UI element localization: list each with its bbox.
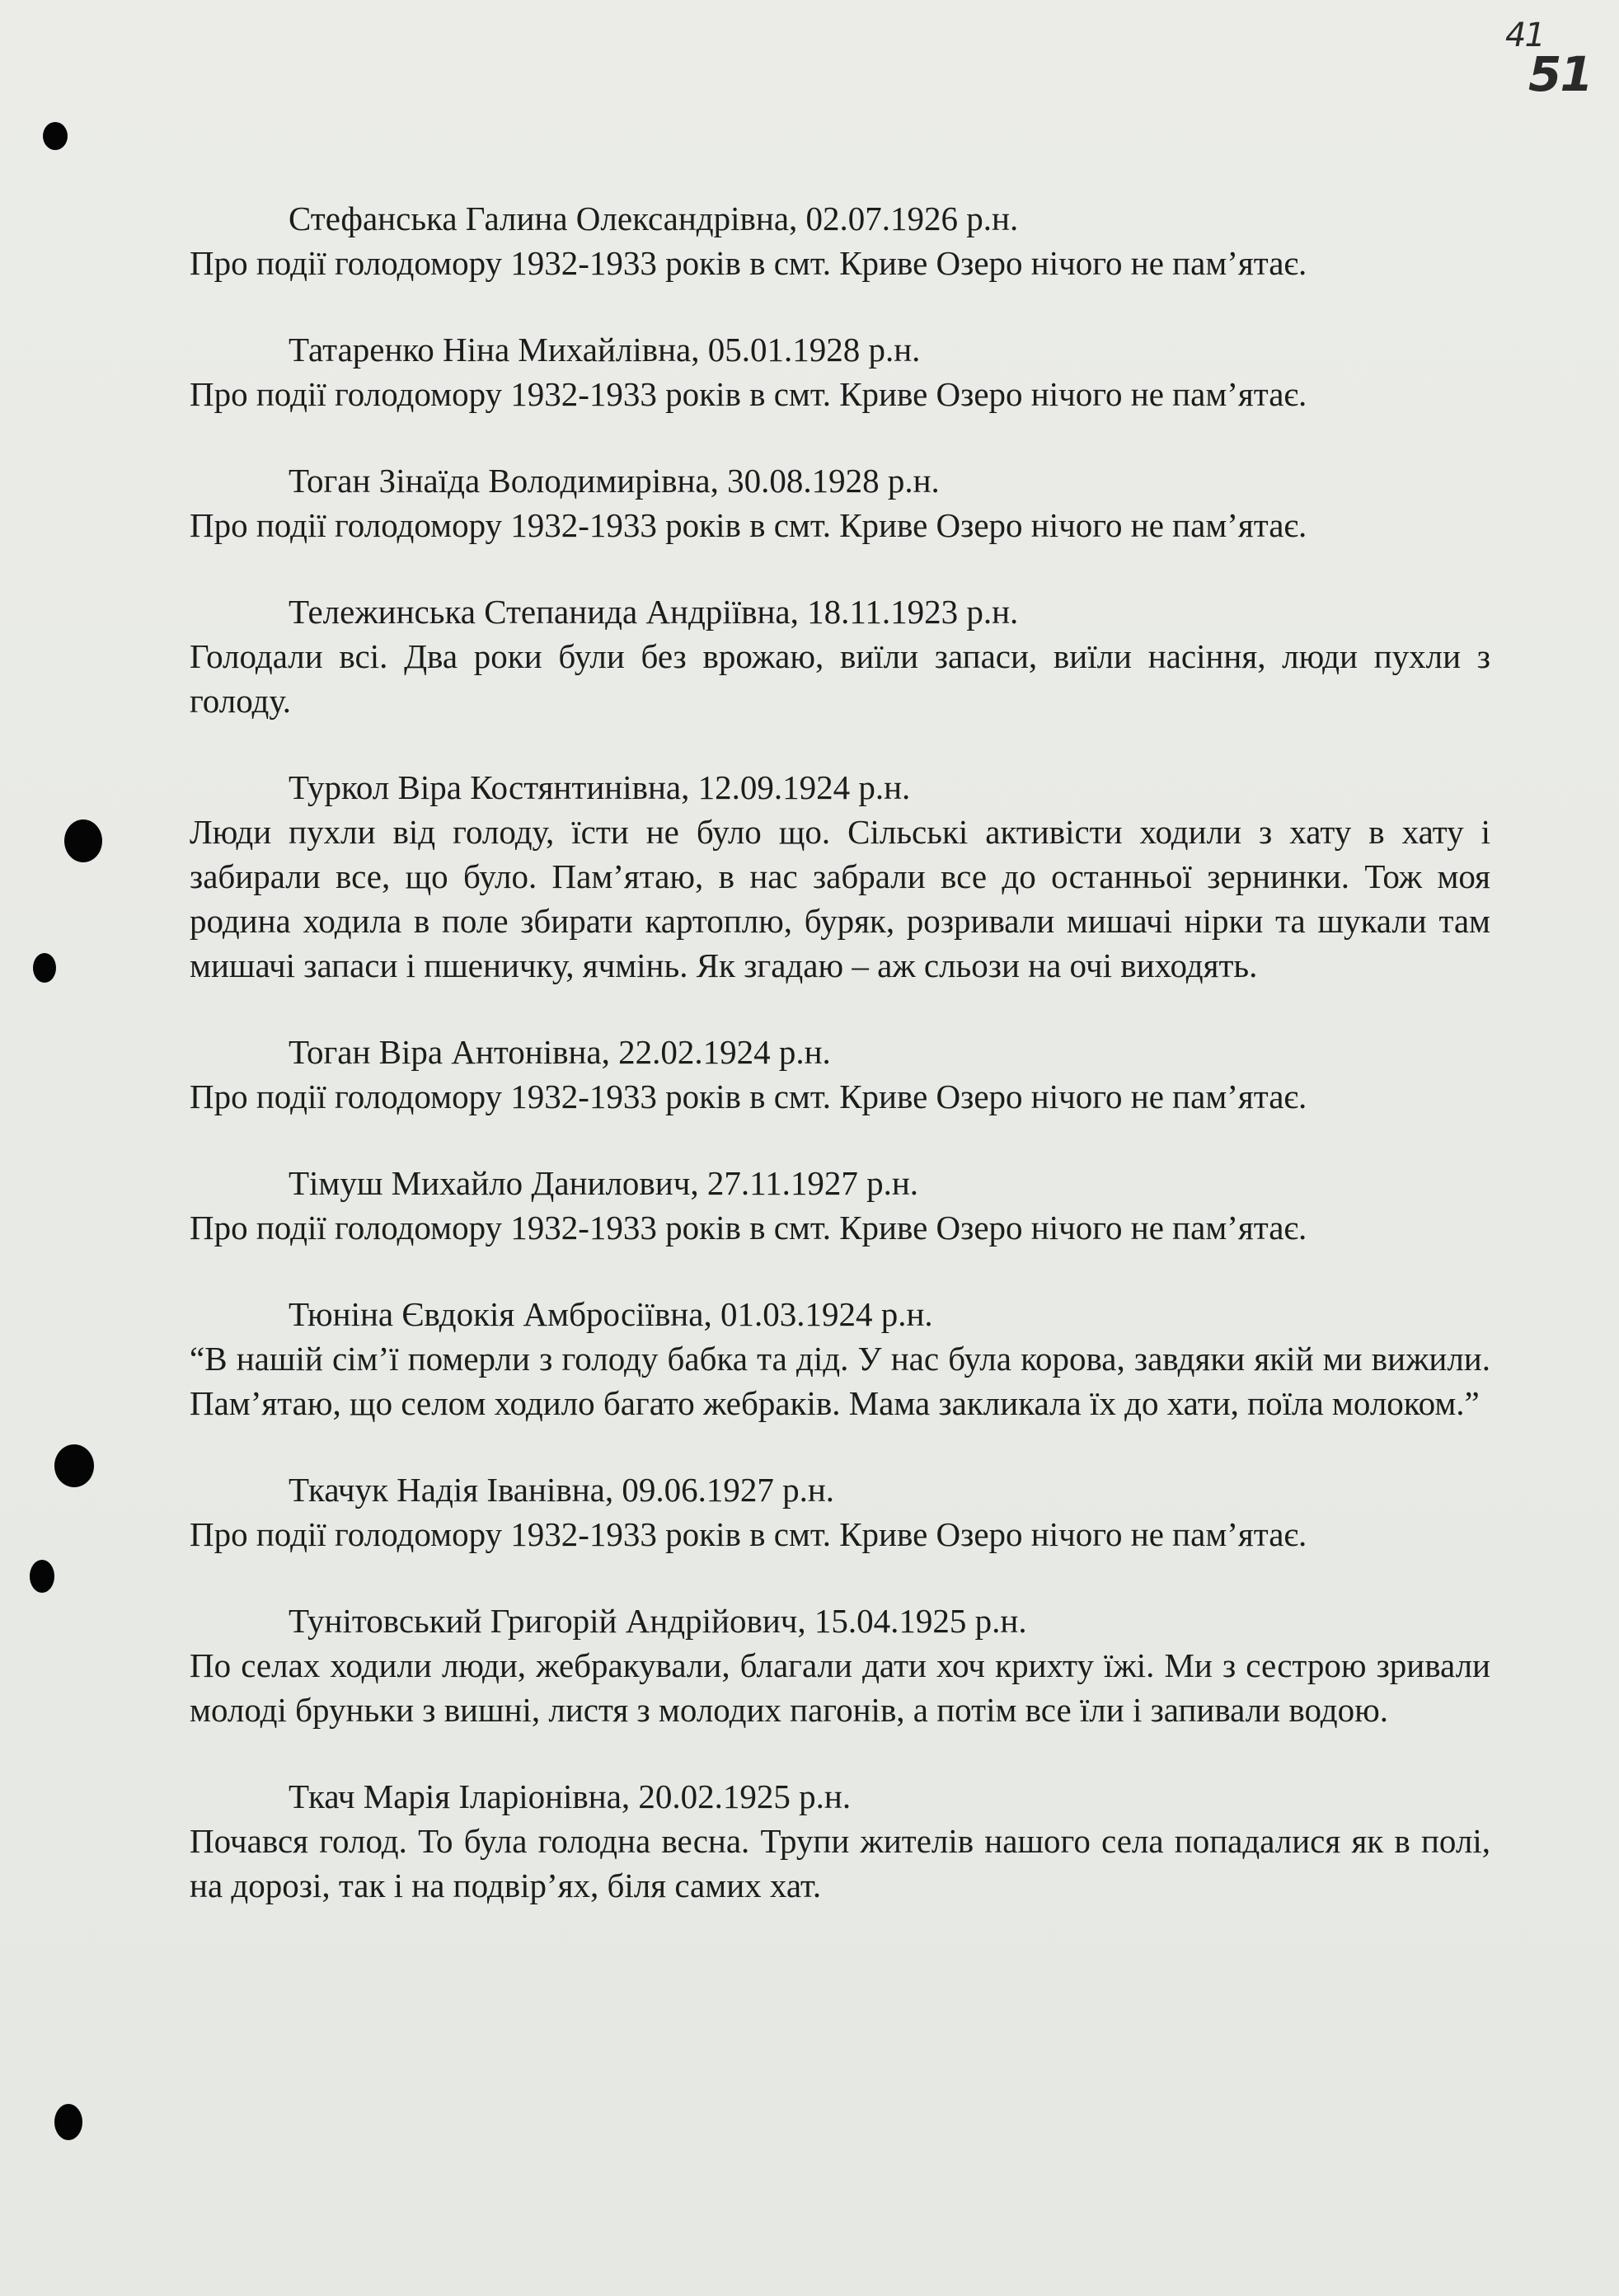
testimony-entry <box>190 589 1490 723</box>
punch-hole <box>64 819 102 862</box>
punch-hole <box>43 122 68 150</box>
punch-hole <box>30 1560 54 1593</box>
testimony-text: Про події голодомору 1932-1933 років в смт. Криве Озеро нічого не пам’ятає. <box>190 1515 1307 1553</box>
testimony-text: Голодали всі. Два роки були без врожаю, виїли запаси, виїли насіння, люди пухли з голоду. <box>190 637 1490 720</box>
testimony-entry <box>190 1774 1490 1908</box>
testimony-text: Люди пухли від голоду, їсти не було що. Сільські активісти ходили з хату в хату і забирали все, що було. Пам’ятаю, в нас забрали все до останньої зернинки. Тож моя родина ходила в поле збирати картоплю, буряк, розривали мишачі нірки та шукали там мишачі запаси і пшеничку, ячмінь. Як згадаю – аж сльози на очі виходять. <box>190 813 1490 984</box>
punch-hole <box>54 2104 82 2140</box>
testimony-entry <box>190 1030 1490 1119</box>
person-name: Тімуш Михайло Данилович, 27.11.1927 р.н. <box>289 1164 919 1202</box>
testimony-text: По селах ходили люди, жебракували, благали дати хоч крихту їжі. Ми з сестрою зривали молоді бруньки з вишні, листя з молодих пагонів, а потім все їли і запивали водою. <box>190 1646 1490 1729</box>
testimony-entry <box>190 1467 1490 1556</box>
testimony-text: Про події голодомору 1932-1933 років в смт. Криве Озеро нічого не пам’ятає. <box>190 244 1307 282</box>
testimony-text: Про події голодомору 1932-1933 років в смт. Криве Озеро нічого не пам’ятає. <box>190 375 1307 413</box>
person-name: Тунітовський Григорій Андрійович, 15.04.1925 р.н. <box>289 1602 1027 1640</box>
testimony-text: “В нашій сім’ї померли з голоду бабка та дід. У нас була корова, завдяки якій ми вижили. Пам’ятаю, що селом ходило багато жебраків. Мама закликала їх до хати, поїла молоком.” <box>190 1340 1490 1422</box>
testimony-entry <box>190 1292 1490 1425</box>
person-name: Тоган Зінаїда Володимирівна, 30.08.1928 р.н. <box>289 462 940 500</box>
testimony-entry <box>190 196 1490 285</box>
testimony-entry <box>190 327 1490 416</box>
testimony-entry <box>190 458 1490 547</box>
testimony-entry <box>190 1161 1490 1250</box>
person-name: Тюніна Євдокія Амбросіївна, 01.03.1924 р.н. <box>289 1295 933 1333</box>
testimony-list <box>190 196 1490 1950</box>
testimony-text: Почався голод. То була голодна весна. Трупи жителів нашого села попадалися як в полі, на дорозі, так і на подвір’ях, біля самих хат. <box>190 1822 1490 1904</box>
person-name: Стефанська Галина Олександрівна, 02.07.1926 р.н. <box>289 200 1019 237</box>
person-name: Татаренко Ніна Михайлівна, 05.01.1928 р.н. <box>289 331 921 369</box>
person-name: Тележинська Степанида Андріївна, 18.11.1923 р.н. <box>289 593 1019 631</box>
punch-hole <box>54 1444 94 1487</box>
testimony-entry <box>190 765 1490 988</box>
page-number-new: 51 <box>1528 46 1592 102</box>
testimony-entry <box>190 1599 1490 1732</box>
punch-hole <box>33 953 56 983</box>
person-name: Ткачук Надія Іванівна, 09.06.1927 р.н. <box>289 1471 835 1509</box>
person-name: Тоган Віра Антонівна, 22.02.1924 р.н. <box>289 1033 831 1071</box>
person-name: Ткач Марія Іларіонівна, 20.02.1925 р.н. <box>289 1777 852 1815</box>
testimony-text: Про події голодомору 1932-1933 років в смт. Криве Озеро нічого не пам’ятає. <box>190 1078 1307 1115</box>
person-name: Туркол Віра Костянтинівна, 12.09.1924 р.н. <box>289 768 911 806</box>
page-number-old: 41 <box>1505 16 1544 54</box>
testimony-text: Про події голодомору 1932-1933 років в смт. Криве Озеро нічого не пам’ятає. <box>190 506 1307 544</box>
testimony-text: Про події голодомору 1932-1933 років в смт. Криве Озеро нічого не пам’ятає. <box>190 1209 1307 1247</box>
